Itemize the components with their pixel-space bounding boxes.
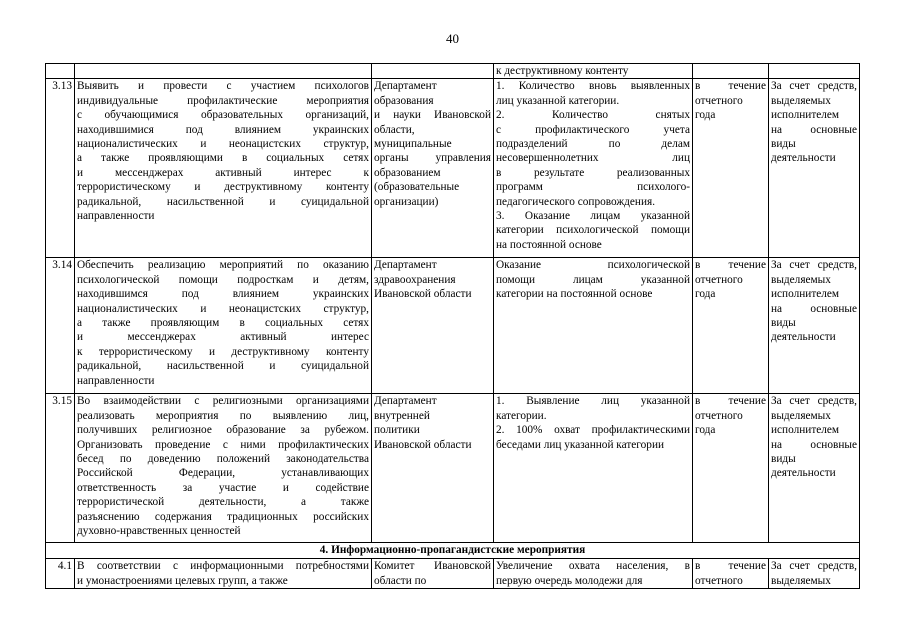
cell-line: в течение: [695, 80, 766, 93]
cell-line: беседами лиц указанной категории: [496, 438, 665, 451]
cell-line: радикальной, насильственной и суицидальной: [77, 360, 369, 373]
cell-line: категории.: [496, 409, 547, 422]
cell-line: здравоохранения: [374, 273, 456, 286]
num-cell: [46, 64, 75, 79]
cell-line: организации): [374, 195, 439, 208]
cell-line: категории на постоянной основе: [496, 288, 653, 301]
cell-line: Департамент: [374, 80, 437, 93]
term-cell: [693, 79, 769, 258]
row-number: 4.1: [46, 559, 75, 589]
cell-line: Департамент: [374, 259, 437, 272]
cell-line: категории психологической помощи: [496, 224, 690, 237]
cell-line: несовершеннолетних лиц: [496, 152, 690, 165]
cell-line: духовно-нравственных ценностей: [77, 525, 241, 538]
cell-line: муниципальные: [374, 138, 452, 151]
cell-line: лиц указанной категории.: [496, 94, 620, 107]
cell-line: психологической помощи подросткам и детям,: [77, 273, 369, 286]
cell-line: выделяемых: [771, 409, 831, 422]
cell-line: Обеспечить реализацию мероприятий по оказанию: [77, 259, 369, 272]
cell-line: подразделений по делам: [496, 138, 690, 151]
funding-cell: [769, 64, 860, 79]
row-number: 3.15: [46, 394, 75, 543]
cell-line: и умонастроениями целевых групп, а также: [77, 574, 288, 587]
activity-cell: [75, 64, 372, 79]
result-line: к деструктивному контенту: [496, 65, 629, 77]
cell-line: исполнителем: [771, 424, 840, 437]
cell-line: и мессенджерах активный интерес к: [77, 166, 369, 179]
activity-cell: [75, 258, 372, 394]
cell-line: на постоянной основе: [496, 238, 602, 251]
cell-line: бесед по доведению положений законодательства: [77, 453, 369, 466]
cell-line: а также проявляющим в социальных сетях: [77, 317, 369, 330]
cell-line: террористическому и деструктивному контенту: [77, 181, 369, 194]
cell-line: террористической деятельности, а также: [77, 496, 369, 509]
cell-line: выделяемых: [771, 574, 831, 587]
cell-line: деятельности: [771, 152, 836, 165]
cell-line: деятельности: [771, 331, 836, 344]
cell-line: и науки Ивановской: [374, 109, 491, 122]
row-number: 3.13: [46, 79, 75, 258]
cell-line: находившимися под влиянием украинских: [77, 123, 369, 136]
cell-line: области по: [374, 574, 427, 587]
result-cell: [494, 258, 693, 394]
table-row: [46, 559, 860, 589]
activities-table: [45, 63, 860, 589]
section-title: 4. Информационно-пропагандистские мероприятия: [46, 543, 860, 559]
cell-line: педагогического сопровождения.: [496, 195, 656, 208]
cell-line: За счет средств,: [771, 395, 857, 408]
cell-line: на основные: [771, 302, 857, 315]
cell-line: направленности: [77, 374, 155, 387]
table-row: [46, 64, 860, 79]
row-number: 3.14: [46, 258, 75, 394]
section-header-row: [46, 543, 860, 559]
cell-line: с обучающимися образовательных организаций,: [77, 109, 369, 122]
cell-line: Увеличение охвата населения, в: [496, 560, 690, 573]
cell-line: Оказание психологической: [496, 259, 690, 272]
cell-line: реализовать мероприятия по выявлению лиц,: [77, 409, 369, 422]
cell-line: националистических и неонацистских структур,: [77, 302, 369, 315]
cell-line: года: [695, 288, 716, 301]
activity-cell: [75, 79, 372, 258]
cell-line: В соответствии с информационными потребностями: [77, 560, 369, 573]
cell-line: Комитет Ивановской: [374, 560, 491, 573]
cell-line: ответственность за участие и содействие: [77, 481, 369, 494]
funding-cell: [769, 559, 860, 589]
cell-line: в течение: [695, 395, 766, 408]
cell-line: националистических и неонацистских структур,: [77, 138, 369, 151]
cell-line: органы управления: [374, 152, 491, 165]
cell-line: образования: [374, 94, 434, 107]
cell-line: образованием: [374, 166, 441, 179]
funding-cell: [769, 258, 860, 394]
cell-line: помощи лицам указанной: [496, 273, 690, 286]
cell-line: (образовательные: [374, 181, 460, 194]
cell-line: на основные: [771, 438, 857, 451]
cell-line: с профилактического учета: [496, 123, 690, 136]
cell-line: области,: [374, 123, 415, 136]
executor-cell: [372, 394, 494, 543]
executor-cell: [372, 64, 494, 79]
cell-line: Департамент: [374, 395, 437, 408]
cell-line: исполнителем: [771, 288, 840, 301]
cell-line: выделяемых: [771, 94, 831, 107]
cell-line: первую очередь молодежи для: [496, 574, 643, 587]
cell-line: Ивановской области: [374, 288, 472, 301]
term-cell: [693, 394, 769, 543]
executor-cell: [372, 559, 494, 589]
cell-line: 3. Оказание лицам указанной: [496, 210, 690, 223]
cell-line: Российской Федерации, устанавливающих: [77, 467, 369, 480]
cell-line: отчетного: [695, 409, 743, 422]
cell-line: виды: [771, 317, 796, 330]
term-cell: [693, 559, 769, 589]
cell-line: радикальной, насильственной и суицидальной: [77, 195, 369, 208]
cell-line: 1. Количество вновь выявленных: [496, 80, 690, 93]
cell-line: и мессенджерах активный интерес: [77, 331, 369, 344]
cell-line: года: [695, 424, 716, 437]
cell-line: в течение: [695, 560, 766, 573]
cell-line: на основные: [771, 123, 857, 136]
cell-line: индивидуальные профилактические мероприятия: [77, 94, 369, 107]
cell-line: программ психолого-: [496, 181, 690, 194]
cell-line: виды: [771, 138, 796, 151]
cell-line: в течение: [695, 259, 766, 272]
funding-cell: [769, 394, 860, 543]
cell-line: 2. Количество снятых: [496, 109, 690, 122]
activity-cell: [75, 559, 372, 589]
cell-line: деятельности: [771, 467, 836, 480]
cell-line: к террористическому и деструктивному контенту: [77, 345, 369, 358]
cell-line: отчетного: [695, 273, 743, 286]
cell-line: а также проявляющими в социальных сетях: [77, 152, 369, 165]
cell-line: года: [695, 109, 716, 122]
term-cell: [693, 64, 769, 79]
cell-line: Ивановской области: [374, 438, 472, 451]
cell-line: За счет средств,: [771, 80, 857, 93]
table-row: [46, 394, 860, 543]
cell-line: исполнителем: [771, 109, 840, 122]
cell-line: получивших религиозное образование за рубежом.: [77, 424, 369, 437]
cell-line: виды: [771, 453, 796, 466]
result-cell: [494, 394, 693, 543]
result-cell: [494, 559, 693, 589]
cell-line: выделяемых: [771, 273, 831, 286]
page-number: 40: [446, 31, 459, 46]
cell-line: За счет средств,: [771, 259, 857, 272]
cell-line: в результате реализованных: [496, 166, 690, 179]
executor-cell: [372, 79, 494, 258]
table-row: [46, 79, 860, 258]
cell-line: отчетного: [695, 574, 743, 587]
cell-line: направленности: [77, 210, 155, 223]
cell-line: разъяснению содержания традиционных российских: [77, 510, 369, 523]
cell-line: отчетного: [695, 94, 743, 107]
cell-line: За счет средств,: [771, 560, 857, 573]
term-cell: [693, 258, 769, 394]
cell-line: 2. 100% охват профилактическими: [496, 424, 690, 437]
executor-cell: [372, 258, 494, 394]
result-cell: [494, 79, 693, 258]
cell-line: Организовать проведение с ними профилактических: [77, 438, 369, 451]
result-cell: [494, 64, 693, 79]
cell-line: Выявить и провести с участием психологов: [77, 80, 369, 93]
table-row: [46, 258, 860, 394]
funding-cell: [769, 79, 860, 258]
cell-line: 1. Выявление лиц указанной: [496, 395, 690, 408]
cell-line: находившимся под влиянием украинских: [77, 288, 369, 301]
activity-cell: [75, 394, 372, 543]
cell-line: политики: [374, 424, 420, 437]
cell-line: внутренней: [374, 409, 430, 422]
cell-line: Во взаимодействии с религиозными организациями: [77, 395, 369, 408]
